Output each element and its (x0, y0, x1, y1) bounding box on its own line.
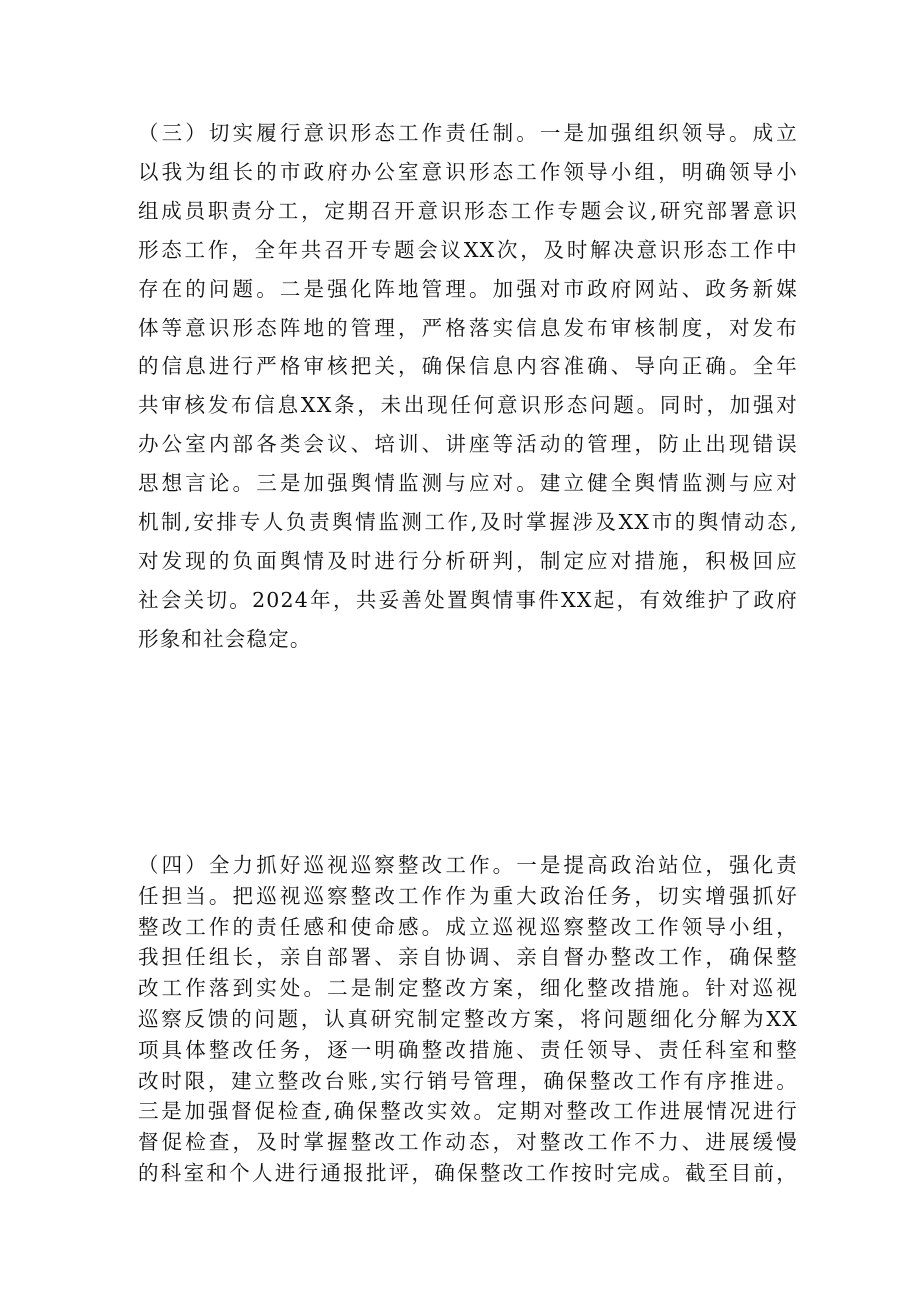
text-line: 存在的问题。二是强化阵地管理。加强对市政府网站、政务新媒 (138, 276, 798, 301)
text-line: 任担当。把巡视巡察整改工作作为重大政治任务，切实增强抓好 (138, 883, 798, 908)
text-line: 的科室和个人进行通报批评，确保整改工作按时完成。截至目前， (138, 1160, 798, 1185)
text-line: 巡察反馈的问题，认真研究制定整改方案，将问题细化分解为XX (138, 1006, 798, 1031)
text-line: 以我为组长的市政府办公室意识形态工作领导小组，明确领导小 (138, 159, 798, 184)
text-line: 形态工作，全年共召开专题会议XX次，及时解决意识形态工作中 (138, 237, 798, 262)
text-line: 办公室内部各类会议、培训、讲座等活动的管理，防止出现错误 (138, 432, 798, 457)
text-line: 项具体整改任务，逐一明确整改措施、责任领导、责任科室和整 (138, 1037, 798, 1062)
text-line: 我担任组长，亲自部署、亲自协调、亲自督办整改工作，确保整 (138, 945, 798, 970)
text-line: 改时限，建立整改台账,实行销号管理，确保整改工作有序推进。 (138, 1068, 798, 1093)
text-line: 体等意识形态阵地的管理，严格落实信息发布审核制度，对发布 (138, 315, 798, 340)
paragraph-inspection-rectification (138, 850, 798, 1189)
paragraph-ideology-responsibility (138, 114, 798, 659)
text-line: 共审核发布信息XX条，未出现任何意识形态问题。同时，加强对 (138, 393, 798, 418)
text-line: 对发现的负面舆情及时进行分析研判，制定应对措施，积极回应 (138, 548, 798, 573)
text-line: 组成员职责分工，定期召开意识形态工作专题会议,研究部署意识 (138, 198, 798, 223)
text-line: 督促检查，及时掌握整改工作动态，对整改工作不力、进展缓慢 (138, 1130, 798, 1155)
text-line: 三是加强督促检查,确保整改实效。定期对整改工作进展情况进行 (138, 1099, 798, 1124)
text-line: 整改工作的责任感和使命感。成立巡视巡察整改工作领导小组， (138, 914, 798, 939)
text-line: 思想言论。三是加强舆情监测与应对。建立健全舆情监测与应对 (138, 471, 798, 496)
text-line: 社会关切。2024年，共妥善处置舆情事件XX起，有效维护了政府 (138, 587, 798, 612)
text-line: （三）切实履行意识形态工作责任制。一是加强组织领导。成立 (138, 121, 798, 145)
text-line: （四）全力抓好巡视巡察整改工作。一是提高政治站位，强化责 (138, 853, 798, 877)
text-line: 改工作落到实处。二是制定整改方案，细化整改措施。针对巡视 (138, 976, 798, 1001)
text-line: 形象和社会稳定。 (138, 626, 312, 651)
text-line: 机制,安排专人负责舆情监测工作,及时掌握涉及XX市的舆情动态, (138, 510, 798, 535)
text-line: 的信息进行严格审核把关，确保信息内容准确、导向正确。全年 (138, 354, 798, 379)
